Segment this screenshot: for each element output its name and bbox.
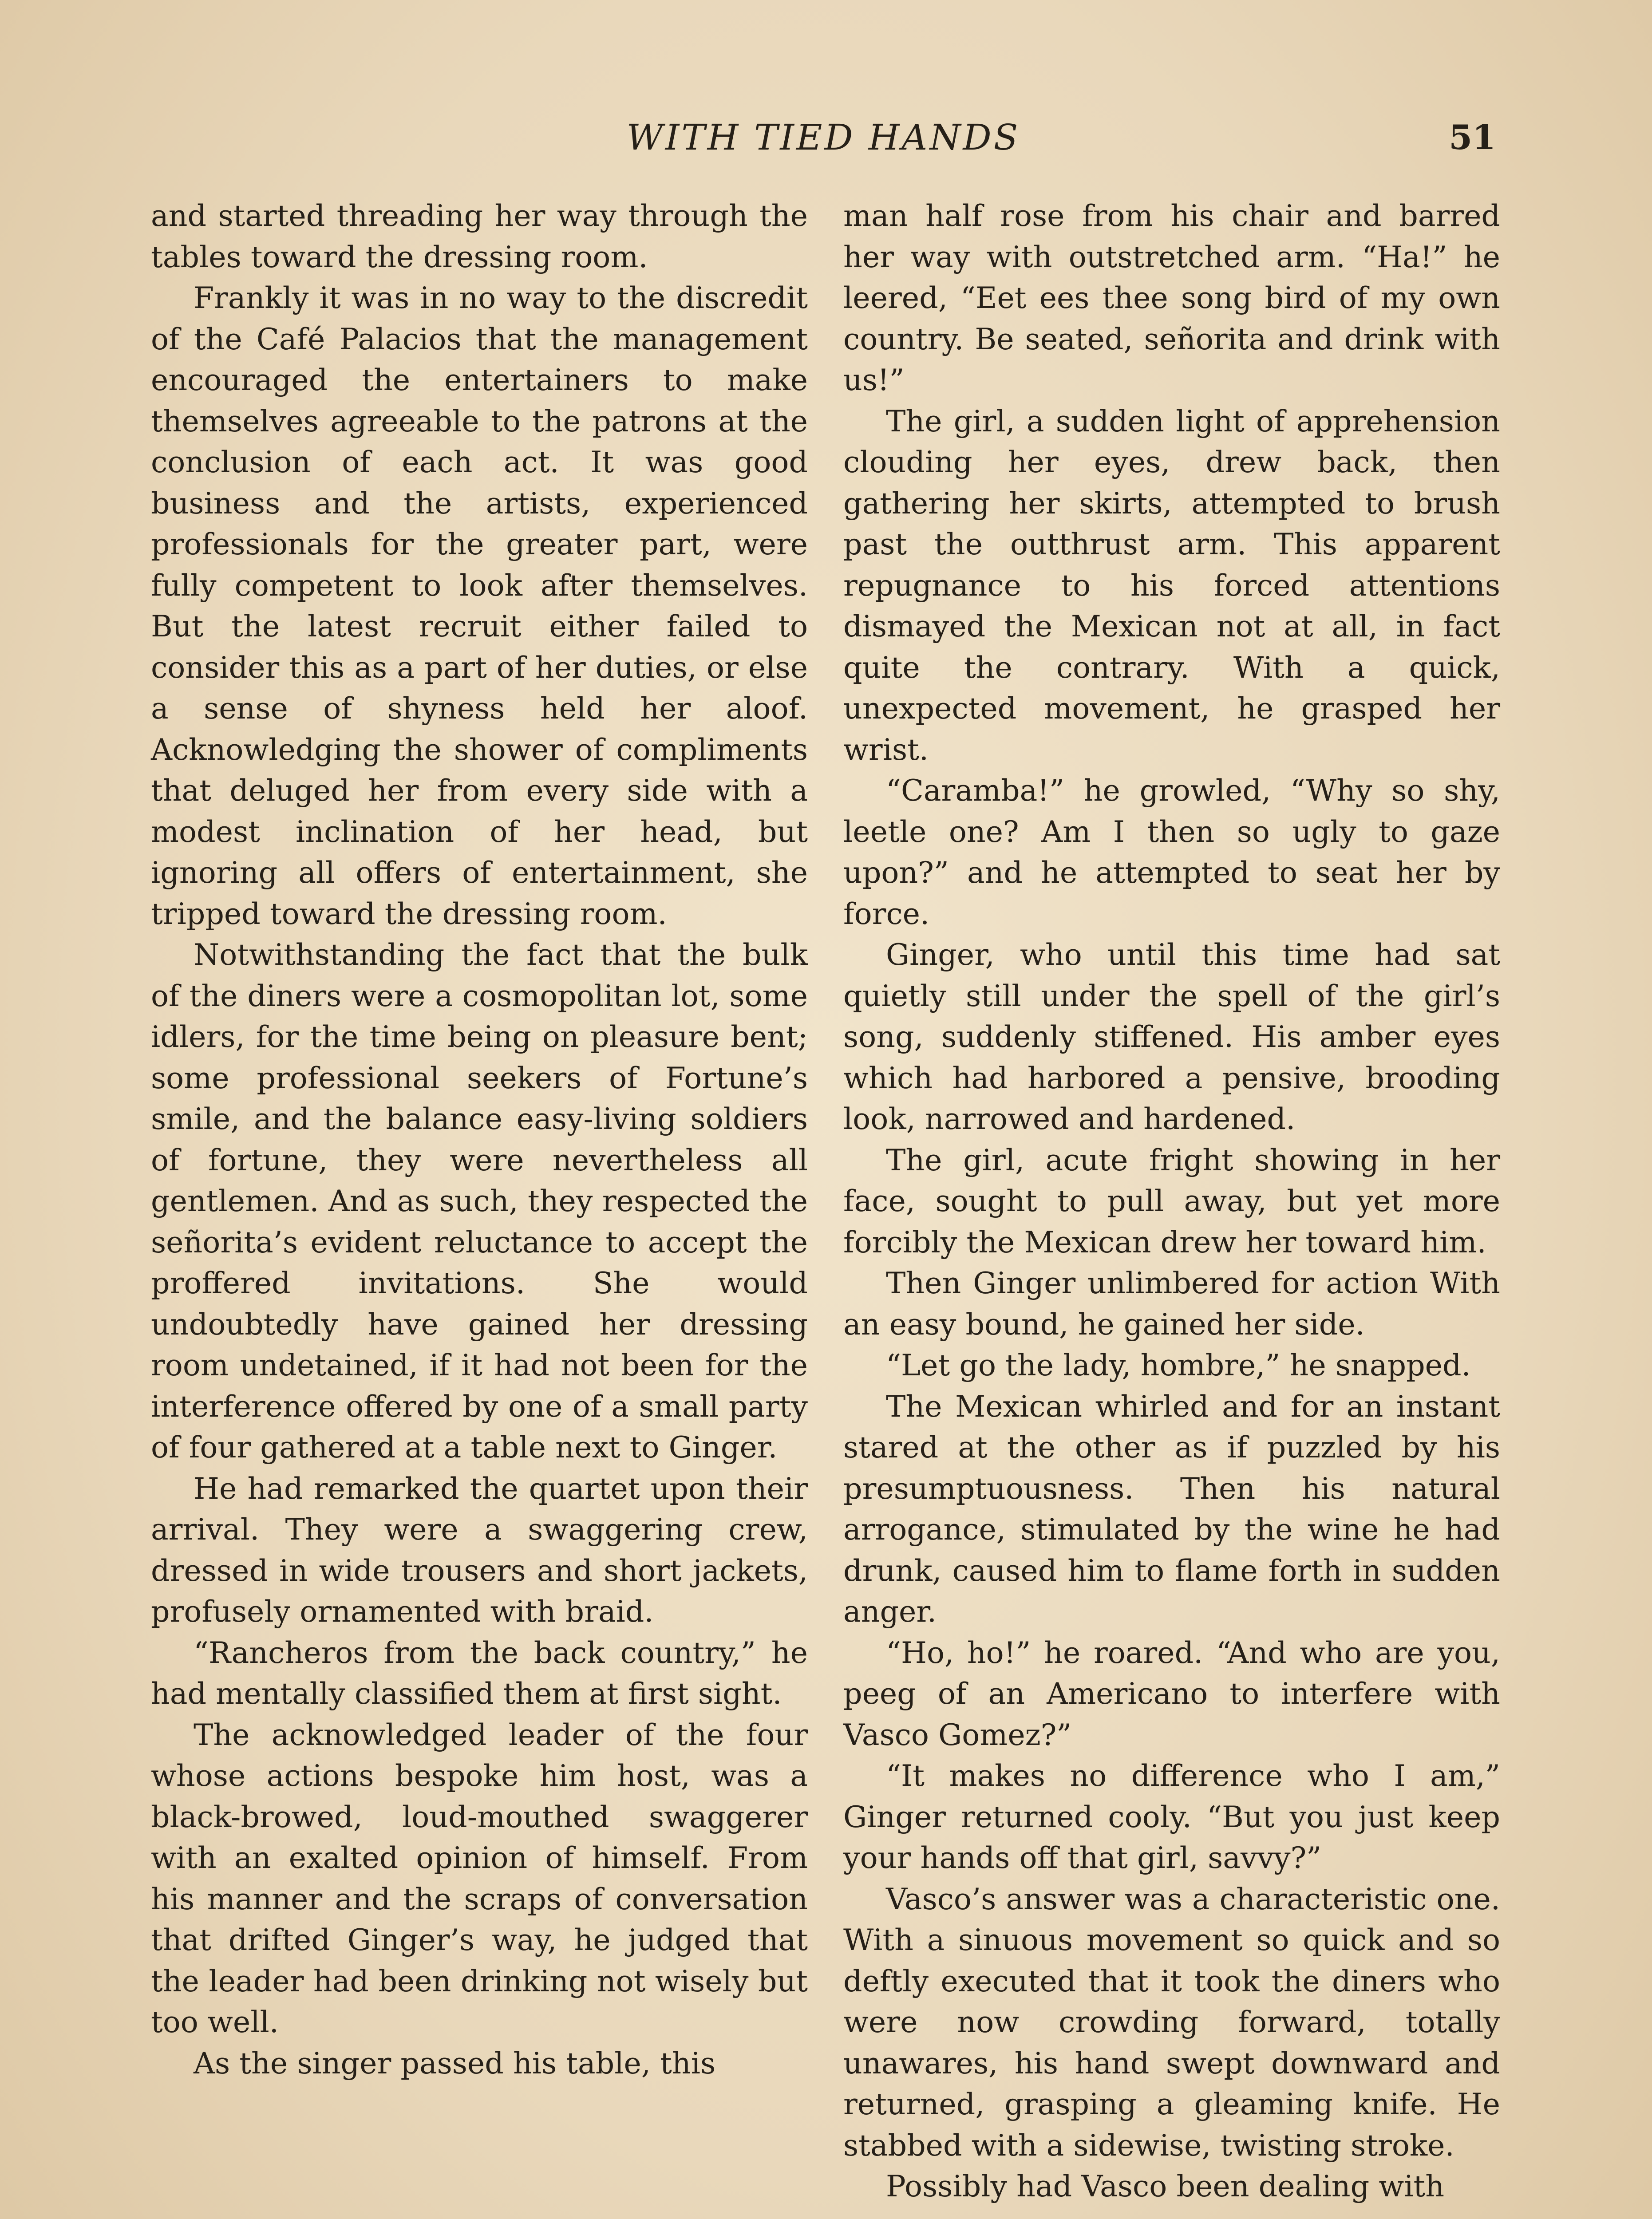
paragraph: The acknowledged leader of the four whose actions bespoke him host, was a black-browed, loud-mouthed swaggerer with an exalted opinion of himself. From his manner and the scraps of conversation that drifted Ginger’s way, he judged that the leader had been drinking not wisely but too well. (151, 1717, 808, 2039)
paragraph: Possibly had Vasco been dealing with (886, 2169, 1445, 2203)
page-number: 51 (1449, 118, 1496, 157)
paragraph: The Mexican whirled and for an instant stared at the other as if puzzled by his presumptuousness. Then his natural arrogance, stimulated by the wine he had drunk, caused him to flame forth in sudden anger. (843, 1389, 1500, 1629)
running-head: WITH TIED HANDS (626, 117, 1020, 158)
paragraph: man half rose from his chair and barred her way with outstretched arm. “Ha!” he leered, “Eet ees thee song bird of my own country. Be seated, señorita and drink with us!” (843, 198, 1500, 397)
paragraph: Ginger, who until this time had sat quietly still under the spell of the girl’s song, suddenly stiffened. His amber eyes which had harbored a pensive, brooding look, narrowed and hardened. (843, 937, 1500, 1136)
paragraph: Then Ginger unlimbered for action With an easy bound, he gained her side. (843, 1266, 1500, 1342)
paragraph: The girl, a sudden light of apprehension clouding her eyes, drew back, then gathering her skirts, attempted to brush past the outthrust arm. This apparent repugnance to his forced attentions dismayed the Mexican not at all, in fact quite the contrary. With a quick, unexpected movement, he grasped her wrist. (843, 403, 1500, 767)
paragraph: “Caramba!” he growled, “Why so shy, leetle one? Am I then so ugly to gaze upon?” and he attempted to seat her by force. (843, 773, 1500, 931)
paragraph: He had remarked the quartet upon their arrival. They were a swaggering crew, dressed in wide trousers and short jackets, profusely ornamented with braid. (151, 1471, 808, 1629)
paragraph: “Let go the lady, hombre,” he snapped. (886, 1348, 1471, 1382)
paragraph: Frankly it was in no way to the discredit of the Café Palacios that the management encouraged the entertainers to make themselves agreeable to the patrons at the conclusion of each act. It was good business and the artists, experienced professionals for the greater part, were fully competent to look after themselves. But the latest recruit either failed to consider this as a part of her duties, or else a sense of shyness held her aloof. Acknowledging the shower of compliments that deluged her from every side with a modest inclination of her head, but ignoring all offers of entertainment, she tripped toward the dressing room. (151, 280, 808, 931)
paragraph: Vasco’s answer was a characteristic one. With a sinuous movement so quick and so deftly executed that it took the diners who were now crowding forward, totally unawares, his hand swept downward and returned, grasping a gleaming knife. He stabbed with a sidewise, twisting stroke. (843, 1881, 1500, 2163)
paragraph: and started threading her way through the tables toward the dressing room. (151, 198, 808, 274)
paragraph: As the singer passed his table, this (194, 2045, 716, 2081)
paragraph: “It makes no difference who I am,” Ginger returned cooly. “But you just keep your hands off that girl, savvy?” (843, 1758, 1500, 1875)
left-column (151, 195, 808, 2219)
right-column (843, 195, 1500, 2219)
paragraph: “Rancheros from the back country,” he had mentally classified them at first sight. (151, 1635, 808, 1711)
paragraph: The girl, acute fright showing in her face, sought to pull away, but yet more forcibly the Mexican drew her toward him. (843, 1142, 1500, 1260)
paragraph: “Ho, ho!” he roared. “And who are you, peeg of an Americano to interfere with Vasco Gomez?” (843, 1635, 1500, 1752)
page-header (151, 113, 1496, 162)
paragraph: Notwithstanding the fact that the bulk of the diners were a cosmopolitan lot, some idlers, for the time being on pleasure bent; some professional seekers of Fortune’s smile, and the balance easy-living soldiers of fortune, they were nevertheless all gentlemen. And as such, they respected the señorita’s evident reluctance to accept the proffered invitations. She would undoubtedly have gained her dressing room undetained, if it had not been for the interference offered by one of a small party of four gathered at a table next to Ginger. (151, 937, 808, 1465)
